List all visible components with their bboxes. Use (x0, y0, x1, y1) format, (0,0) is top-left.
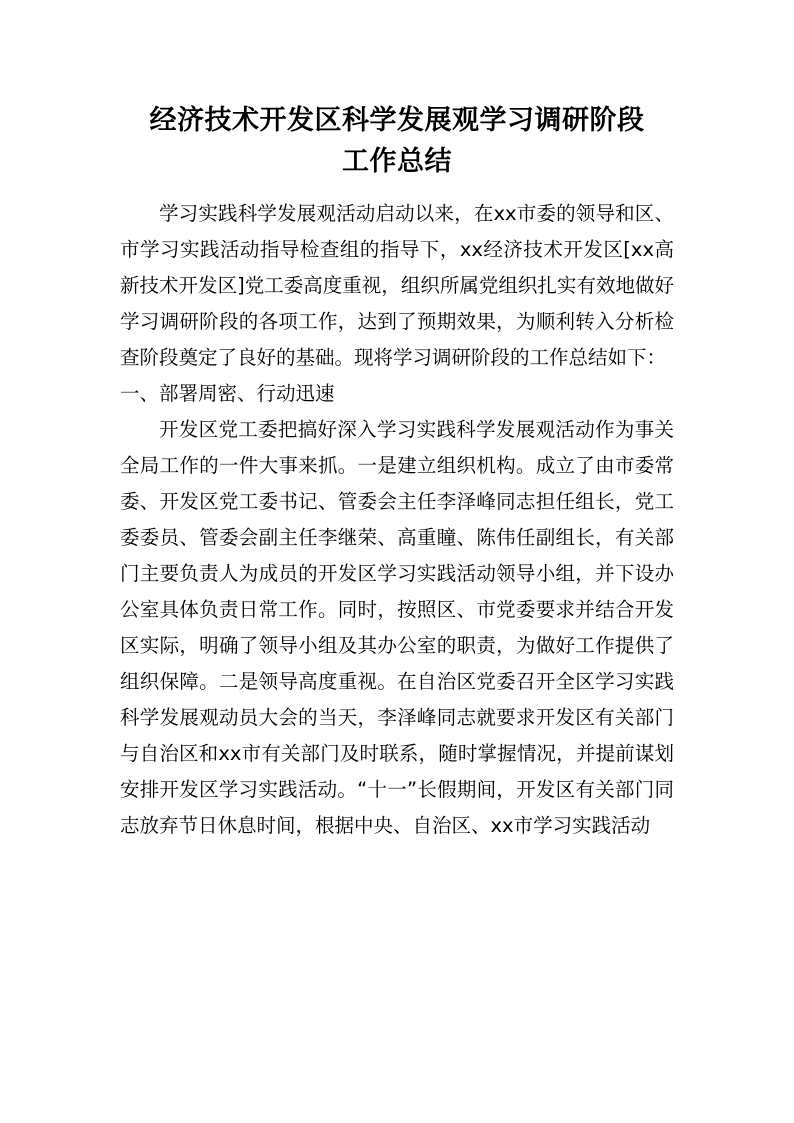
document-body (120, 196, 674, 844)
section-heading-1: 一、部署周密、行动迅速 (120, 382, 335, 405)
section-1-paragraph: 开发区党工委把搞好深入学习实践科学发展观活动作为事关全局工作的一件大事来抓。一是建立组织机构。成立了由市委常委、开发区党工委书记、管委会主任李泽峰同志担任组长，党工委委员、管委会副主任李继荣、高重瞳、陈伟任副组长，有关部门主要负责人为成员的开发区学习实践活动领导小组，并下设办公室具体负责日常工作。同时，按照区、市党委要求并结合开发区实际，明确了领导小组及其办公室的职责，为做好工作提供了组织保障。二是领导高度重视。在自治区党委召开全区学习实践科学发展观动员大会的当天，李泽峰同志就要求开发区有关部门与自治区和xx市有关部门及时联系，随时掌握情况，并提前谋划安排开发区学习实践活动。“十一”长假期间，开发区有关部门同志放弃节日休息时间，根据中央、自治区、xx市学习实践活动 (120, 418, 674, 837)
document-title-line-2: 工作总结 (342, 146, 452, 177)
document-title-line-1: 经济技术开发区科学发展观学习调研阶段 (149, 105, 645, 136)
intro-paragraph: 学习实践科学发展观活动启动以来，在xx市委的领导和区、市学习实践活动指导检查组的指导下，xx经济技术开发区[xx高新技术开发区]党工委高度重视，组织所属党组织扎实有效地做好学习调研阶段的各项工作，达到了预期效果，为顺利转入分析检查阶段奠定了良好的基础。现将学习调研阶段的工作总结如下： (120, 202, 674, 369)
